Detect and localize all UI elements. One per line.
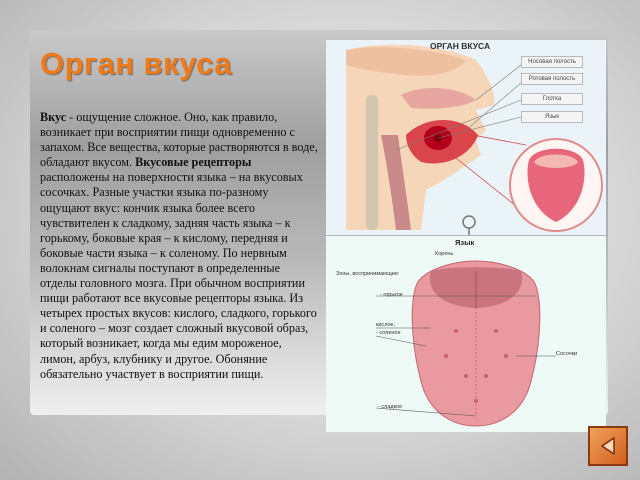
sweet-zone-label: - сладкое [378,404,403,410]
slide-body-text [40,110,318,382]
anatomy-illustration [326,40,606,235]
tongue-drawing [326,236,606,432]
bitter-zone-label: - горькое [380,292,403,298]
body-part-1: - ощущение сложное. Оно, как правило, возникает при восприятии пищи одновременно с запахом. Все вещества, которые растворяются в воде, обладают вкусом. [40,110,318,170]
back-arrow-icon [594,432,622,460]
head-section-drawing [326,40,606,235]
anatomy-figure-title: ОРГАН ВКУСА [430,41,491,51]
label-nasal-cavity: Носовая полость [521,56,583,68]
root-label: Корень [435,251,454,257]
tongue-figure-title: Язык [455,238,475,247]
zones-label: Зоны, воспринимающие: [336,271,400,277]
slide-title: Орган вкуса [40,46,232,81]
papillae-label: Сосочки [556,351,578,357]
tongue-zones-illustration [326,236,606,432]
label-tongue: Язык [521,111,583,123]
salty-zone-label: - соленое [376,330,401,336]
sour-zone-label: кислое, [376,322,396,328]
label-pharynx: Глотка [521,93,583,105]
back-button[interactable] [588,426,628,466]
body-part-2: расположены на поверхности языка – на вкусовых сосочках. Разные участки языка по-разному ощущают вкус: кончик языка более всего чувствителен к сладкому, задняя часть языка – к горькому, боковые края – к кислому, передняя и боковые части языка – к соленому. По нервным волокнам сигналы поступают в определенные отделы головного мозга. При обычном восприятии пищи работают все вкусовые рецепторы языка. Из четырех простых вкусов: кислого, сладкого, горького и соленого – мозг создает сложный вкусовой образ, который возникает, когда мы едим мороженое, лимон, арбуз, клубнику и другое. Обоняние обязательно участвует в восприятии пищи. [40,170,317,381]
label-oral-cavity: Ротовая полость [521,73,583,85]
term-taste: Вкус [40,110,67,124]
term-receptors: Вкусовые рецепторы [135,155,252,170]
